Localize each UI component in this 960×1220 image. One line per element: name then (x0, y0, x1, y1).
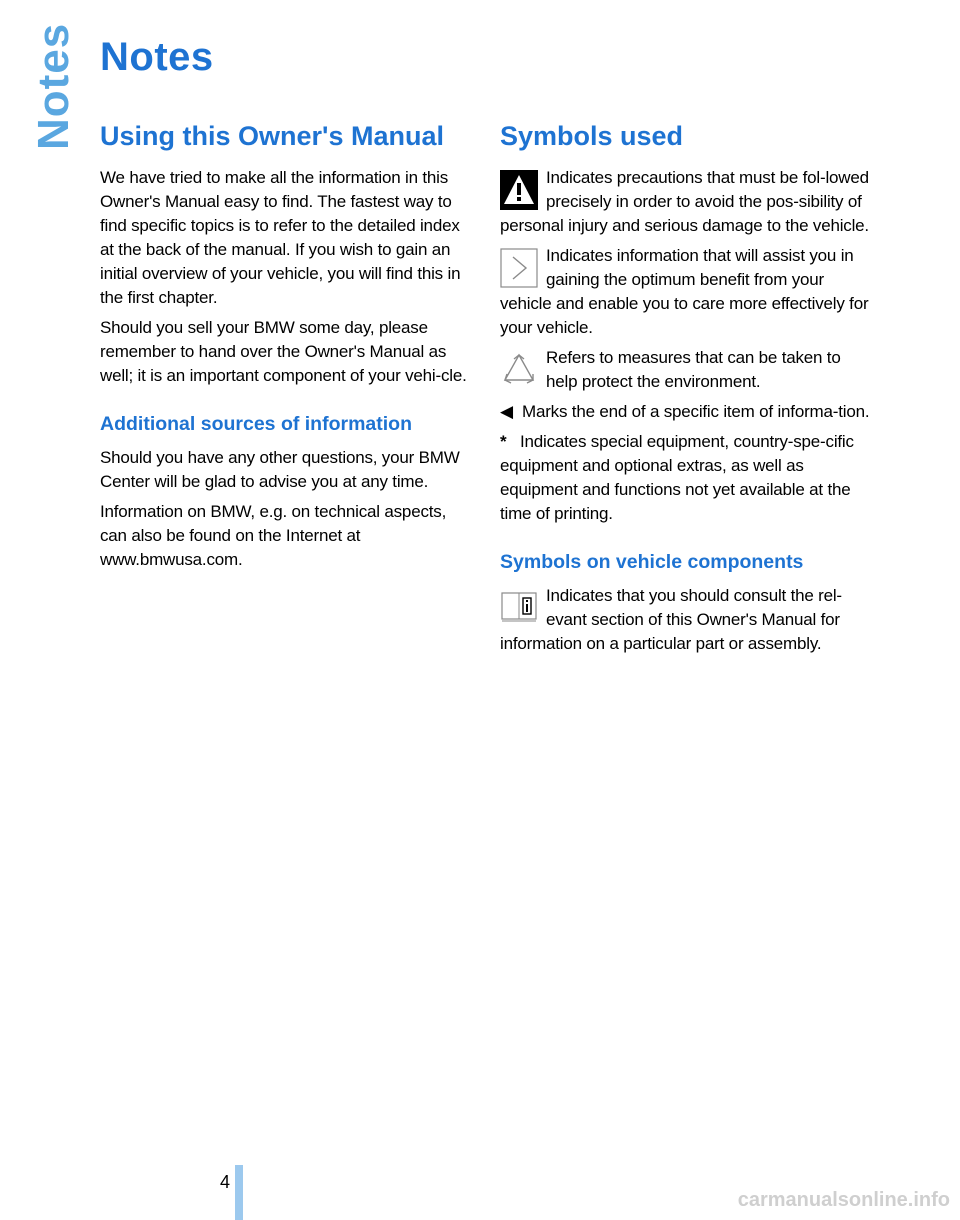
symbol-entry-environment (500, 346, 870, 394)
symbol-text: Refers to measures that can be taken to help protect the environment. (546, 348, 841, 391)
section-heading-symbols: Symbols used (500, 121, 684, 151)
book-info-icon (500, 588, 538, 632)
end-mark-entry (500, 400, 870, 424)
paragraph: Information on BMW, e.g. on technical aspects, can also be found on the Internet at www.bmwusa.com. (100, 502, 447, 569)
right-column (500, 116, 870, 662)
end-mark-text: Marks the end of a specific item of informa-tion. (522, 402, 870, 421)
symbol-text: Indicates that you should consult the rel-evant section of this Owner's Manual for information on a particular part or assembly. (500, 586, 842, 653)
paragraph: Should you have any other questions, your BMW Center will be glad to advise you at any time. (100, 448, 460, 491)
special-equipment-text: Indicates special equipment, country-spe-cific equipment and optional extras, as well as equipment and functions not yet available at the time of printing. (500, 432, 854, 523)
symbol-entry-warning (500, 166, 870, 238)
warning-triangle-icon (500, 170, 538, 214)
side-tab-label: Notes (29, 22, 78, 150)
symbol-text: Indicates precautions that must be fol-lowed precisely in order to avoid the pos-sibility of personal injury and serious damage to the vehicle. (500, 168, 869, 235)
note-arrow-icon (500, 248, 538, 292)
watermark: carmanualsonline.info (737, 1189, 950, 1211)
subsection-heading-sources: Additional sources of information (100, 413, 413, 435)
asterisk-icon: * (500, 432, 507, 451)
subsection-heading-components: Symbols on vehicle components (500, 551, 804, 573)
paragraph: We have tried to make all the information in this Owner's Manual easy to find. The fastest way to find specific topics is to refer to the detailed index at the back of the manual. If you wish to gain an initial overview of your vehicle, you will find this in the first chapter. (100, 168, 461, 307)
page-marker-bar (235, 1165, 243, 1220)
paragraph: Should you sell your BMW some day, please remember to hand over the Owner's Manual as well; it is an important component of your vehi-cle. (100, 318, 467, 385)
symbol-entry-note (500, 244, 870, 340)
special-equipment-entry (500, 430, 870, 526)
end-mark-icon: ◀ (500, 402, 513, 421)
recycling-icon (500, 350, 538, 394)
section-heading-owners-manual: Using this Owner's Manual (100, 121, 444, 151)
symbol-text: Indicates information that will assist you in gaining the optimum benefit from your vehicle and enable you to care more effectively for your vehicle. (500, 246, 869, 337)
page-title: Notes (100, 35, 214, 79)
page-number: 4 (219, 1172, 230, 1192)
symbol-entry-component (500, 584, 870, 656)
left-column (100, 116, 470, 578)
